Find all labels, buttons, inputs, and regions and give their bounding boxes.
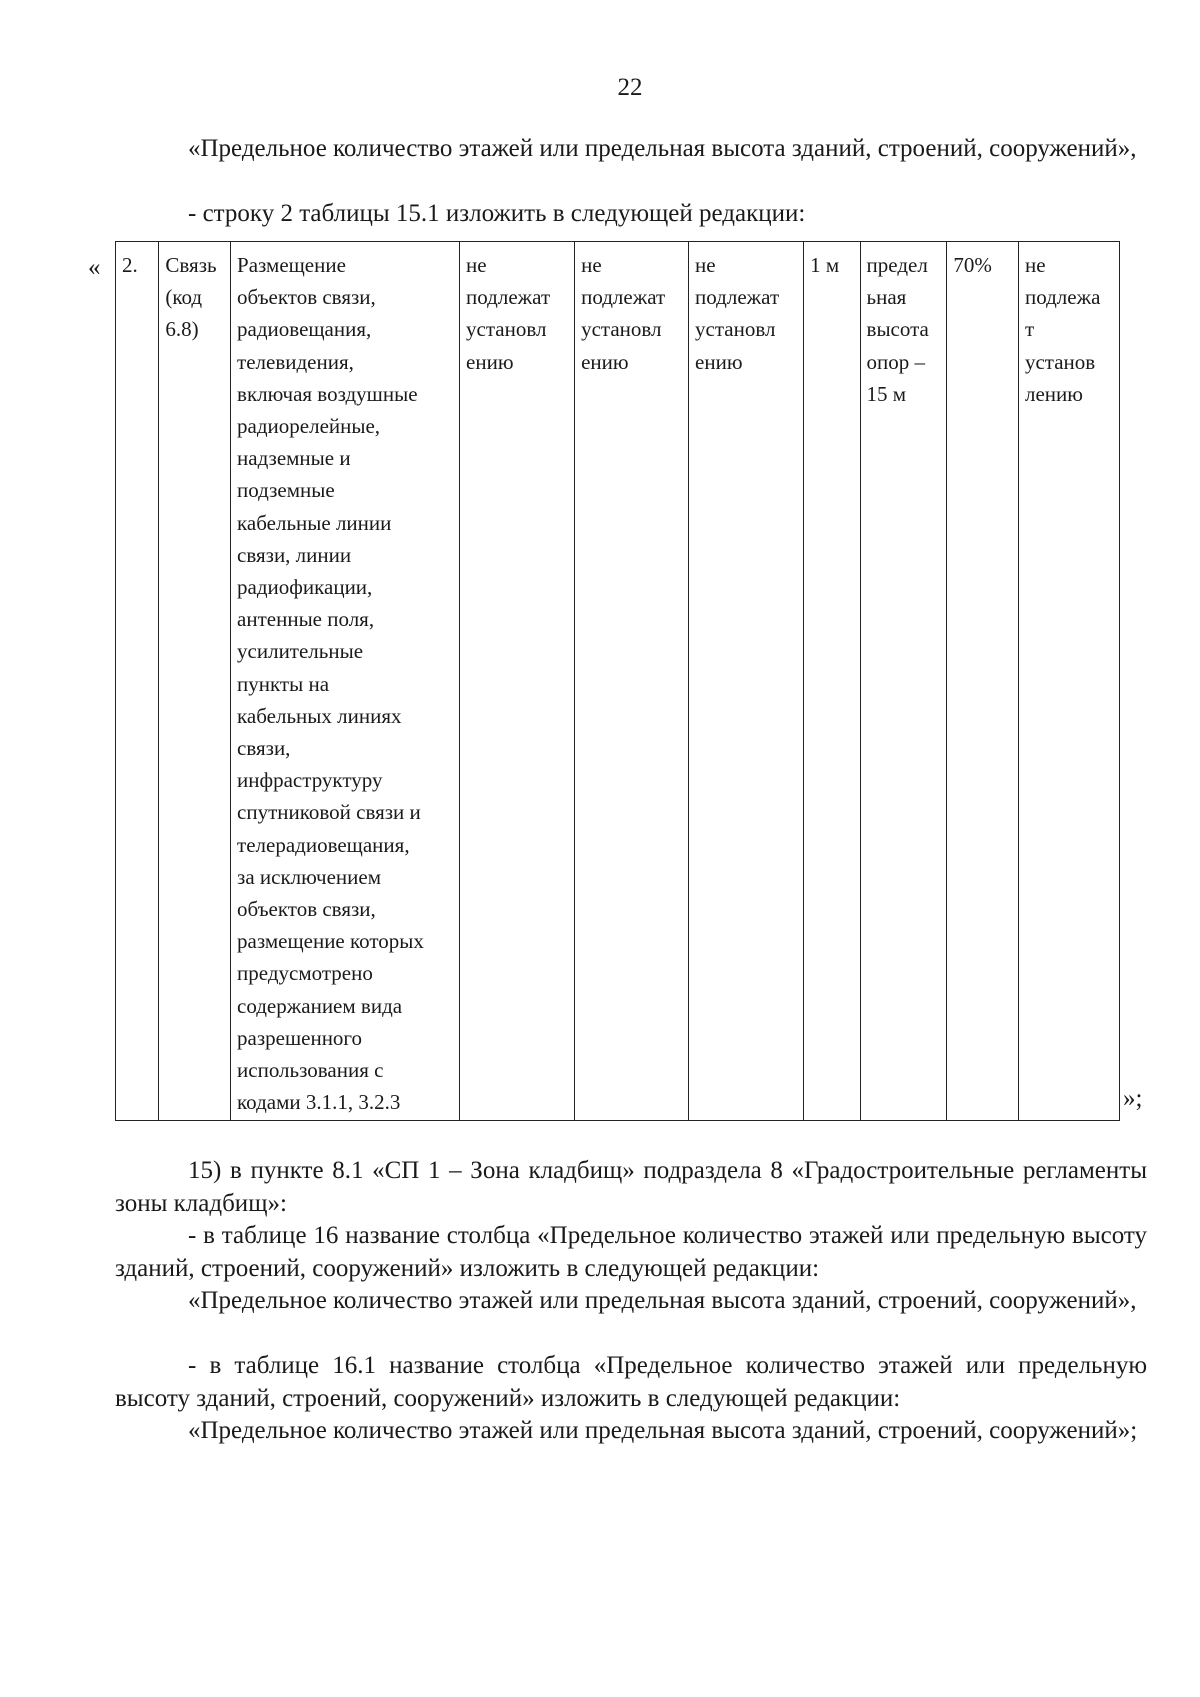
- page-number: 22: [617, 74, 643, 101]
- cell-max-coverage: 70%: [947, 242, 1019, 1121]
- cell-min-setback: 1 м: [804, 242, 860, 1121]
- cell-param-5: не подлежат установл ению: [575, 242, 689, 1121]
- closing-quote: »;: [1123, 1085, 1143, 1112]
- paragraph-text: «Предельное количество этажей или предельная высота зданий, строений, сооружений»,: [188, 135, 1137, 162]
- paragraph-table-16-instruction: [115, 1220, 1147, 1285]
- paragraph-text: - строку 2 таблицы 15.1 изложить в следующей редакции:: [188, 200, 806, 227]
- paragraph-new-column-name-1: [115, 133, 1147, 166]
- paragraph-text: - в таблице 16 название столбца «Предельное количество этажей или предельную высоту зданий, строений, сооружений» изложить в следующей редакции:: [115, 1222, 1147, 1282]
- paragraph-text: «Предельное количество этажей или предельная высота зданий, строений, сооружений»;: [188, 1417, 1138, 1444]
- paragraph-new-column-name-3: [115, 1415, 1147, 1448]
- cell-use-description: Размещение объектов связи, радиовещания, телевидения, включая воздушные радиорелейные, надземные и подземные кабельные линии связи, линии радиофикации, антенные поля, усилительные пункты на кабельных линиях связи, инфраструктуру спутниковой связи и телерадиовещания, за исключением объектов связи, размещение которых предусмотрено содержанием вида разрешенного использования с кодами 3.1.1, 3.2.3: [231, 242, 460, 1121]
- cell-param-4: не подлежат установл ению: [460, 242, 575, 1121]
- paragraph-text: 15) в пункте 8.1 «СП 1 – Зона кладбищ» подраздела 8 «Градостроительные регламенты зоны кладбищ»:: [115, 1157, 1147, 1217]
- cell-param-6: не подлежат установл ению: [689, 242, 804, 1121]
- paragraph-item-15: [115, 1155, 1147, 1220]
- paragraph-text: «Предельное количество этажей или предельная высота зданий, строений, сооружений»,: [188, 1287, 1137, 1314]
- paragraph-text: - в таблице 16.1 название столбца «Предельное количество этажей или предельную высоту зданий, строений, сооружений» изложить в следующей редакции:: [115, 1352, 1147, 1412]
- opening-quote: «: [88, 254, 101, 281]
- cell-param-10: не подлежа т установ лению: [1018, 242, 1119, 1121]
- cell-row-number: 2.: [116, 242, 159, 1121]
- table-row: [116, 242, 1120, 1121]
- paragraph-table-16-1-instruction: [115, 1350, 1147, 1415]
- paragraph-new-column-name-2: [115, 1285, 1147, 1318]
- paragraph-table-15-1-instruction: [115, 198, 1147, 231]
- cell-use-name: Связь (код 6.8): [159, 242, 231, 1121]
- cell-max-height: предел ьная высота опор – 15 м: [860, 242, 947, 1121]
- table-15-1-row-2: [115, 241, 1120, 1121]
